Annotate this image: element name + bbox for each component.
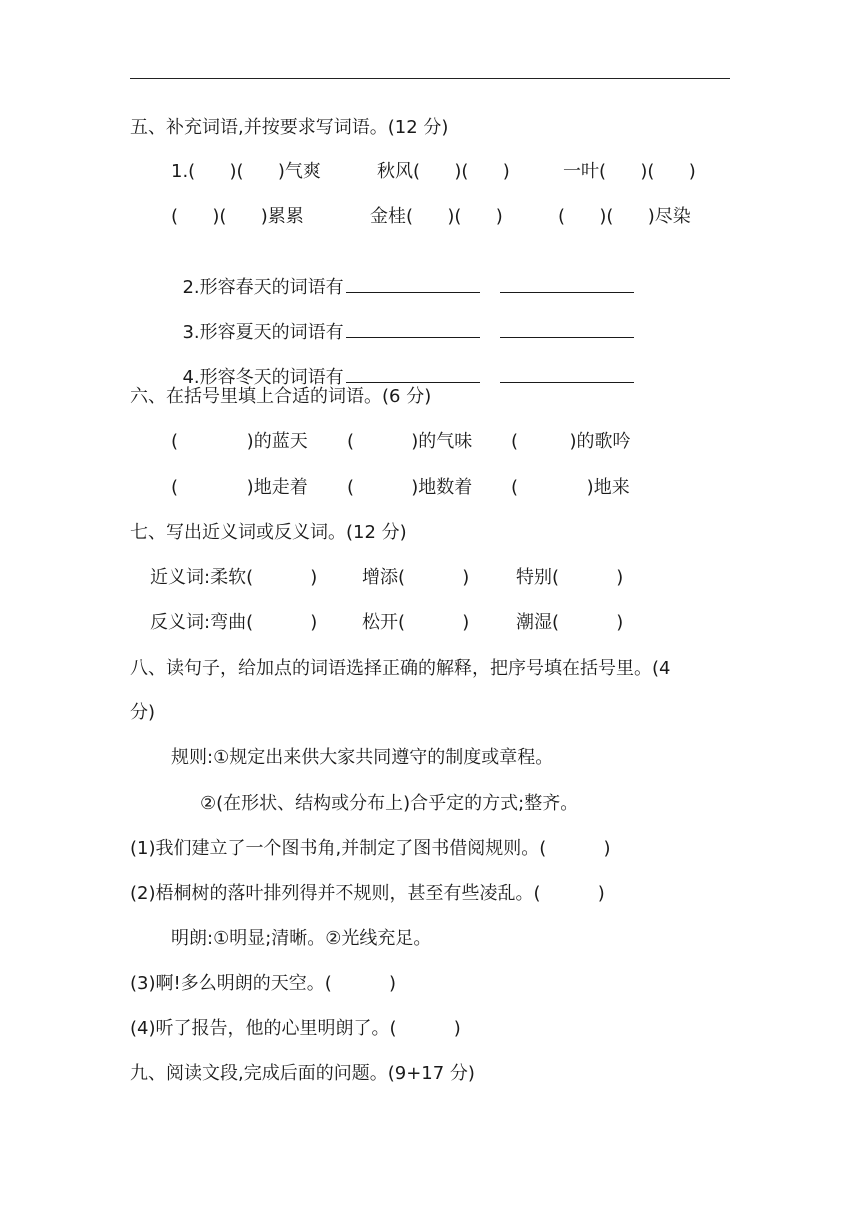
fill-item: ( )的歌吟 [511,431,631,452]
fill-item: 近义词:柔软( ) [150,567,318,588]
prompt-text: 4.形容冬天的词语有 [182,367,344,388]
fill-item: 松开( ) [362,612,470,633]
fill-item: ( )地数着 [347,477,473,498]
fill-item: 秋风( )( ) [377,161,510,182]
fill-item: 1.( )( )气爽 [171,161,321,182]
question-3: (3)啊!多么明朗的天空。( ) [130,973,396,994]
section-6-row-1 [171,430,691,454]
fill-item: 特别( ) [516,567,624,588]
section-7-heading: 七、写出近义词或反义词。(12 分) [130,522,407,543]
fill-item: 增添( ) [362,567,470,588]
top-divider [130,78,730,79]
section-6-row-2 [171,476,691,500]
section-5-heading: 五、补充词语,并按要求写词语。(12 分) [130,117,449,138]
section-5-row-1 [171,160,731,184]
answer-blank[interactable] [500,364,634,383]
prompt-text: 3.形容夏天的词语有 [182,322,344,343]
fill-item: 金桂( )( ) [370,206,503,227]
section-8-heading-cont: 分) [130,702,156,723]
answer-blank[interactable] [346,319,480,338]
section-8-heading: 八、读句子，给加点的词语选择正确的解释，把序号填在括号里。(4 [130,658,671,679]
definition-guize-2: ②(在形状、结构或分布上)合乎定的方式;整齐。 [200,793,579,814]
fill-item: 一叶( )( ) [563,161,696,182]
fill-item: ( )( )尽染 [558,206,691,227]
fill-item: ( )地来 [511,477,630,498]
section-7-row-1 [150,566,690,590]
section-5-row-2 [171,205,731,229]
section-5-row-4 [171,295,634,345]
section-6-heading: 六、在括号里填上合适的词语。(6 分) [130,386,432,407]
section-5-row-5 [171,340,634,390]
question-1: (1)我们建立了一个图书角,并制定了图书借阅规则。( ) [130,838,611,859]
fill-item: 反义词:弯曲( ) [150,612,318,633]
answer-blank[interactable] [500,319,634,338]
section-9-heading: 九、阅读文段,完成后面的问题。(9+17 分) [130,1063,475,1084]
answer-blank[interactable] [346,274,480,293]
section-7-row-2 [150,611,690,635]
answer-blank[interactable] [346,364,480,383]
prompt-text: 2.形容春天的词语有 [182,277,344,298]
fill-item: ( )地走着 [171,477,308,498]
question-2: (2)梧桐树的落叶排列得并不规则，甚至有些凌乱。( ) [130,883,605,904]
answer-blank[interactable] [500,274,634,293]
question-4: (4)听了报告，他的心里明朗了。( ) [130,1018,461,1039]
fill-item: ( )( )累累 [171,206,304,227]
fill-item: 潮湿( ) [516,612,624,633]
definition-guize-1: 规则:①规定出来供大家共同遵守的制度或章程。 [171,747,554,768]
fill-item: ( )的气味 [347,431,473,452]
section-5-row-3 [171,250,634,300]
fill-item: ( )的蓝天 [171,431,308,452]
definition-minglang: 明朗:①明显;清晰。②光线充足。 [171,928,432,949]
